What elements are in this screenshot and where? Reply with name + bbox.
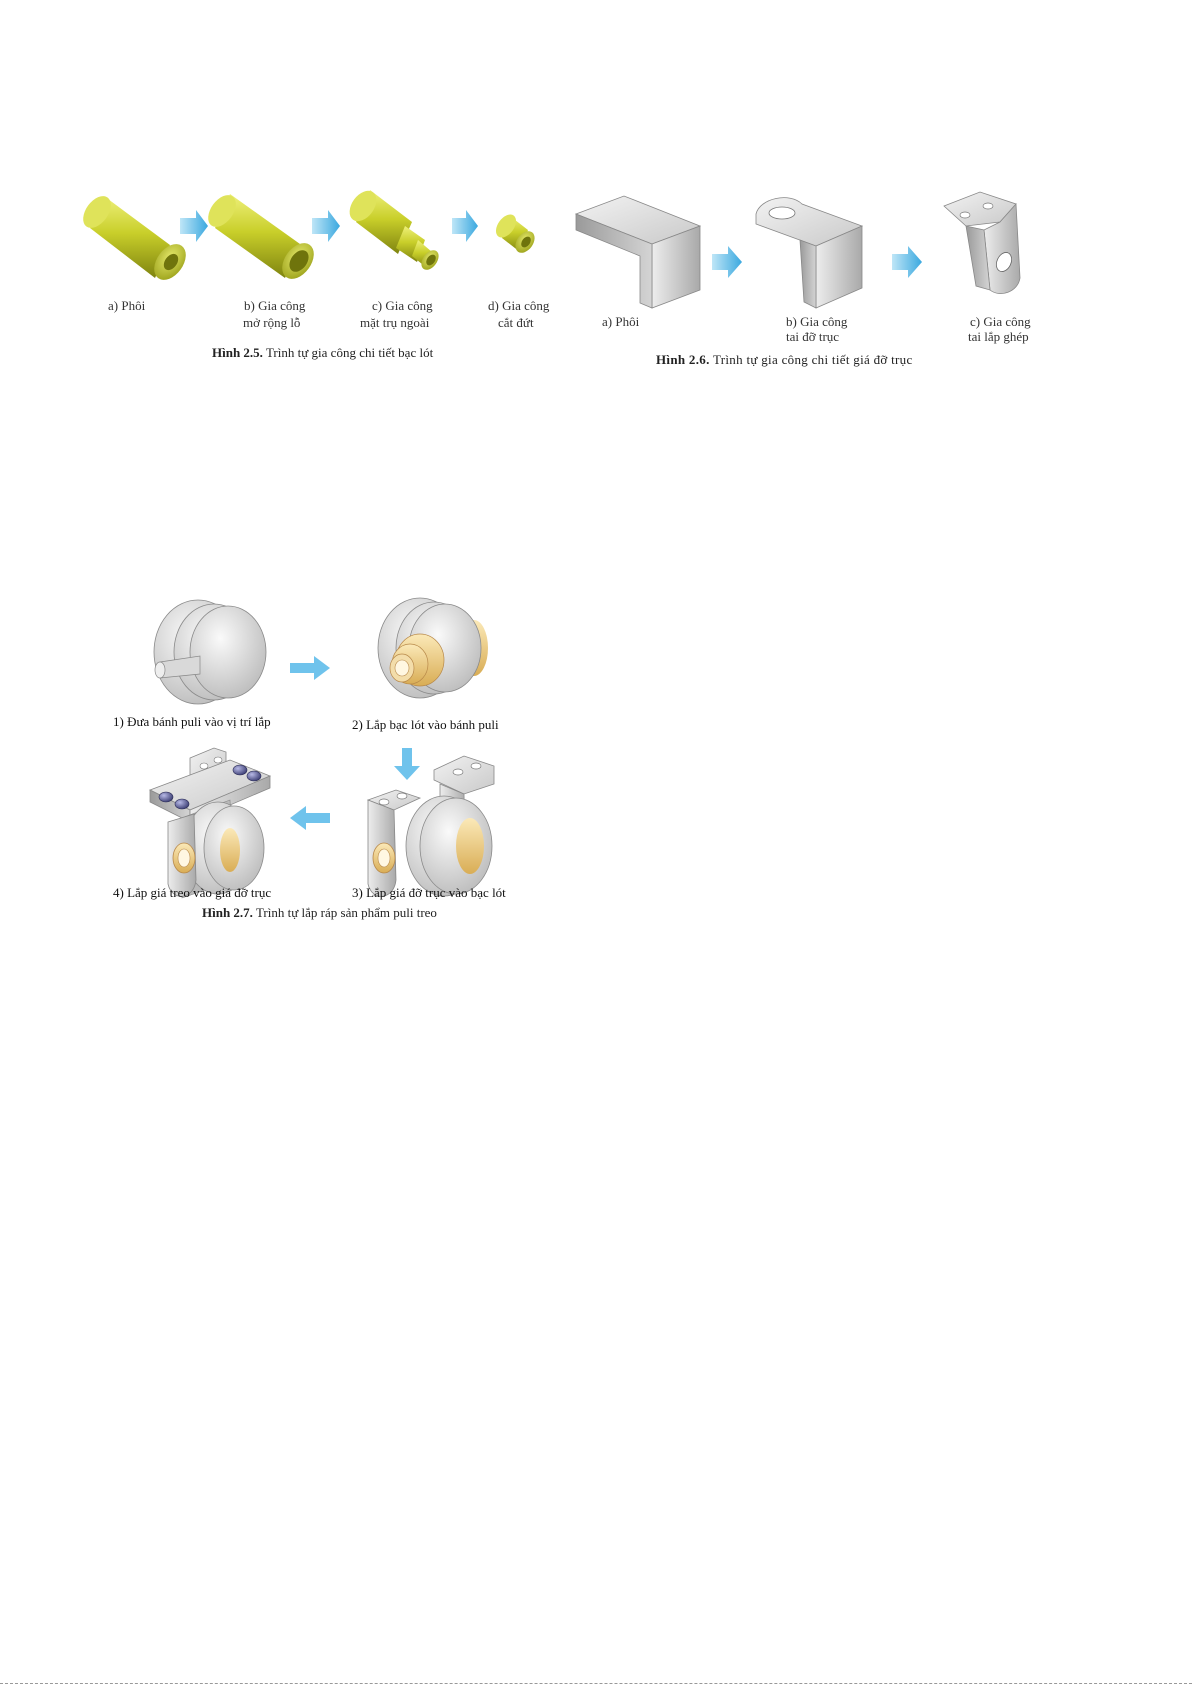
fig27-arrow-right — [290, 656, 330, 680]
fig26-caption-text: Trình tự gia công chi tiết giá đỡ trục — [712, 352, 913, 367]
fig26-arrow-1 — [712, 246, 742, 278]
fig26-label-c1: c) Gia công — [970, 314, 1031, 329]
fig27-step4-final — [150, 748, 270, 898]
fig27-step2-pulley-bush — [378, 598, 488, 698]
fig27-label-step1: 1) Đưa bánh puli vào vị trí lắp — [113, 714, 271, 729]
fig27-caption-text: Trình tự lắp ráp sản phẩm puli treo — [255, 905, 437, 920]
fig26-caption — [656, 352, 913, 368]
fig27-label-step2: 2) Lắp bạc lót vào bánh puli — [352, 717, 499, 732]
fig25-label-c1: c) Gia công — [372, 298, 433, 313]
fig26-arrow-2 — [892, 246, 922, 278]
fig25-label-d1: d) Gia công — [488, 298, 550, 313]
fig26-blank — [576, 196, 700, 308]
fig26-label-b1: b) Gia công — [786, 314, 848, 329]
fig25-arrow-3 — [452, 210, 478, 242]
fig27-step3-assembly — [368, 756, 494, 896]
page-bottom-rule — [0, 1683, 1192, 1684]
fig25-cut — [492, 211, 539, 257]
fig25-bored — [203, 190, 321, 285]
fig26-caption-number: Hình 2.6. — [656, 352, 710, 367]
fig26-ear — [756, 198, 862, 308]
fig27-label-step4: 4) Lắp giá treo vào giá đỡ trục — [113, 885, 272, 900]
fig26-label-b2: tai đỡ trục — [786, 329, 840, 344]
fig27-step1-pulley — [154, 600, 266, 704]
fig26-label-a: a) Phôi — [602, 314, 640, 329]
fig25-turned — [344, 186, 442, 273]
fig25-blank — [78, 191, 193, 286]
fig25-caption-number: Hình 2.5. — [212, 345, 263, 360]
fig27-caption — [202, 905, 437, 921]
fig25-label-d2: cắt đứt — [498, 315, 534, 330]
fig25-label-b1: b) Gia công — [244, 298, 306, 313]
fig27-arrow-down — [394, 748, 420, 780]
fig25-label-c2: mặt trụ ngoài — [360, 315, 430, 330]
fig27-label-step3: 3) Lắp giá đỡ trục vào bạc lót — [352, 885, 506, 900]
fig25-caption-text: Trình tự gia công chi tiết bạc lót — [265, 345, 434, 360]
fig26-final — [944, 192, 1020, 294]
fig25-arrow-2 — [312, 210, 340, 242]
fig25-label-b2: mở rộng lỗ — [243, 315, 301, 330]
fig26-label-c2: tai lắp ghép — [968, 329, 1029, 344]
fig27-arrow-left — [290, 806, 330, 830]
fig25-arrow-1 — [180, 210, 208, 242]
fig25-label-a: a) Phôi — [108, 298, 146, 313]
fig25-caption — [212, 345, 433, 361]
fig27-caption-number: Hình 2.7. — [202, 905, 253, 920]
